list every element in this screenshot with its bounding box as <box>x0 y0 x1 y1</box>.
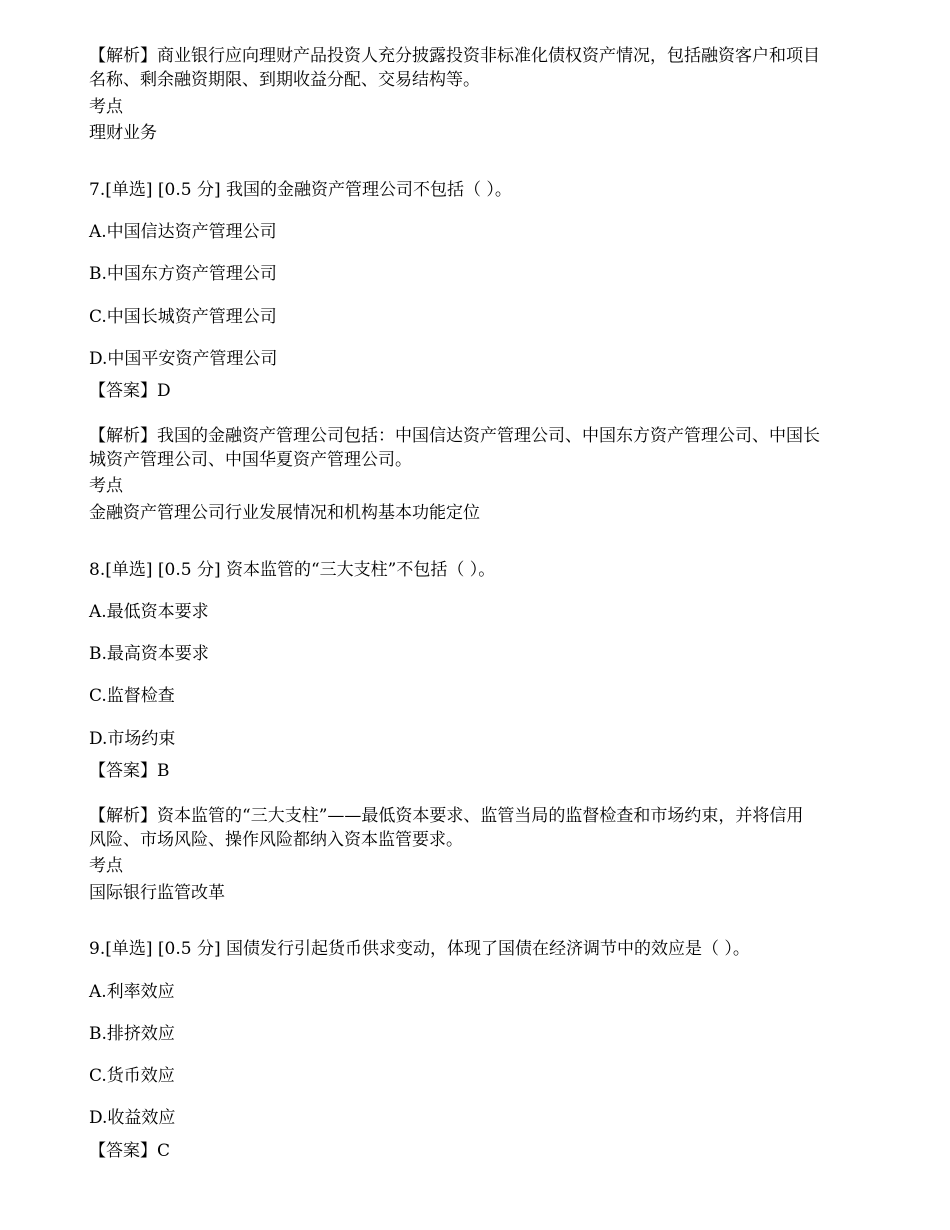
option-c: C.中国长城资产管理公司 <box>89 307 277 327</box>
topic-label: 考点 <box>89 476 123 496</box>
explanation-line: 【解析】资本监管的“三大支柱”——最低资本要求、监管当局的监督检查和市场约束，并将信用 <box>89 806 804 826</box>
question-stem: 8.[单选] [0.5 分] 资本监管的“三大支柱”不包括（ ）。 <box>89 560 496 580</box>
option-d: D.市场约束 <box>89 729 176 749</box>
topic-label: 考点 <box>89 97 123 117</box>
question-stem: 7.[单选] [0.5 分] 我国的金融资产管理公司不包括（ ）。 <box>89 180 512 200</box>
option-c: C.监督检查 <box>89 686 175 706</box>
answer-text: 【答案】B <box>89 761 170 781</box>
topic-text: 理财业务 <box>89 123 157 143</box>
option-d: D.中国平安资产管理公司 <box>89 349 278 369</box>
explanation-line: 风险、市场风险、操作风险都纳入资本监管要求。 <box>89 830 463 850</box>
option-b: B.中国东方资产管理公司 <box>89 264 277 284</box>
answer-text: 【答案】D <box>89 381 171 401</box>
option-b: B.排挤效应 <box>89 1024 175 1044</box>
explanation-line <box>89 44 820 68</box>
explanation-line: 【解析】我国的金融资产管理公司包括：中国信达资产管理公司、中国东方资产管理公司、中国长 <box>89 426 820 446</box>
explanation-line: 城资产管理公司、中国华夏资产管理公司。 <box>89 450 412 470</box>
topic-text: 金融资产管理公司行业发展情况和机构基本功能定位 <box>89 503 480 523</box>
answer-text: 【答案】C <box>89 1141 171 1161</box>
option-b: B.最高资本要求 <box>89 644 209 664</box>
option-a: A.利率效应 <box>89 982 175 1002</box>
option-a: A.中国信达资产管理公司 <box>89 222 277 242</box>
explanation-label: 【解析】 <box>89 46 157 66</box>
topic-label: 考点 <box>89 856 123 876</box>
topic-text: 国际银行监管改革 <box>89 883 225 903</box>
explanation-line: 名称、剩余融资期限、到期收益分配、交易结构等。 <box>89 70 480 90</box>
option-d: D.收益效应 <box>89 1108 176 1128</box>
option-c: C.货币效应 <box>89 1066 175 1086</box>
option-a: A.最低资本要求 <box>89 602 209 622</box>
question-stem: 9.[单选] [0.5 分] 国债发行引起货币供求变动，体现了国债在经济调节中的效应是（ ）。 <box>89 939 750 959</box>
explanation-text: 商业银行应向理财产品投资人充分披露投资非标准化债权资产情况，包括融资客户和项目 <box>157 46 820 66</box>
